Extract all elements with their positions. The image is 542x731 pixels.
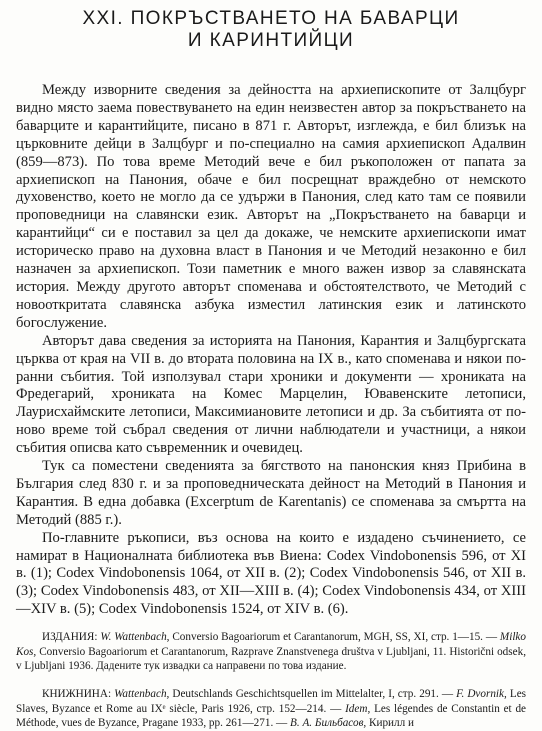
literature-author-2: F. Dvornik, [456,687,507,700]
chapter-title [16,8,526,52]
literature-author-4: В. А. Бильбасов, [290,717,367,730]
literature-note [16,687,526,731]
editions-label: ИЗДАНИЯ: [42,631,98,644]
literature-text-1: Deutschlands Geschichtsquellen im Mittelalter, I, стр. 291. — [172,687,454,700]
literature-author-3: Idem, [345,702,371,715]
paragraph-intro: Между изворните сведения за дейността на архиепископите от Залцбург видно място заема повествуването на един неизвестен автор за покръстването на баварците и карантийците, писано в 871 г. Авторът, изглежда, е бил близък на църковните дейци в Залцбург и по-специално на самия архиепископ Адалвин (859—873). По това време Методий вече е бил ръкоположен от папата за архиепископ на Панония, обаче е бил посрещнат враждебно от немското духовенство, което не могло да се удържи в Панония, след като там се появили проповедници на славянски език. Авторът на „Покръстването на баварци и карантийци“ си е поставил за цел да докаже, че немските архиепископи имат историческо право на духовна власт в Панония и че Методий незаконно е бил назначен за архиепископ. Този паметник е много важен извор за славянската история. Между другото авторът споменава и обстоятелството, че Методий с новооткритата славянска азбука изместил латинския език и латинското богослужение. [16,82,526,331]
paragraph-contents: Тук са поместени сведенията за бягството на панонския княз Прибина в България след 830 г. и за проповедническата дейност на Методий в Панония и Карантия. В една добавка (Excerptum de Karentanis) се споменава за смъртта на Методий (885 г.). [16,458,526,528]
literature-author-1: Wattenbach, [114,687,170,700]
literature-text-2: Les Slaves, Byzance et Rome au IXᵉ siècle, Paris 1926, стр. 152—214. — [16,687,527,715]
editions-text-1: Conversio Bagoariorum et Carantanorum, MGH, SS, XI, стр. 1—15. — [172,631,498,644]
paragraph-manuscripts: По-главните ръкописи, въз основа на които е издадено съчинението, се намират в Националната библиотека във Виена: Codex Vindobonensis 596, от XI в. (1); Codex Vindobonensis 1064, от XII в. (2); Codex Vindobonensis 546, от XII в. (3); Codex Vindobonensis 483, от XII—XIII в. (4); Codex Vindobonensis 434, от XIII—XIV в. (5); Codex Vindobonensis 1524, от XIV в. (6). [16,529,526,618]
editions-note [16,630,526,674]
editions-text-2: Conversio Bagoariorum et Carantanorum, Razprave Znanstvenega društva v Ljubljani, 11. Historični odsek, v Ljubljani 1936. Дадените тук извадки са направени по това издание. [16,645,526,673]
literature-text-4: Кирилл и [369,717,414,730]
editions-author-2: Milko Kos, [16,631,526,658]
chapter-title-line-1: XXI. ПОКРЪСТВАНЕТО НА БАВАРЦИ [82,8,460,29]
literature-label: КНИЖНИНА: [42,687,112,700]
paragraph-history: Авторът дава сведения за историята на Панония, Карантия и Залцбургската църква от края на VII в. до втората половина на IX в., като споменава и някои по-ранни събития. Той използувал стари хроники и документи — хрониката на Фредегарий, хрониката на Комес Марцелин, Ювавенските летописи, Лаурисхаймските летописи, Максимиановите летописи и др. За събитията от по-ново време той събрал сведения от лични наблюдатели и участници, а някои събития описва като съвременник и очевидец. [16,332,526,457]
literature-text-3: Les légendes de Constantin et de Méthode, vues de Byzance, Pragane 1933, pp. 261—271. — [16,702,527,730]
chapter-title-line-2: И КАРИНТИЙЦИ [187,30,355,51]
editions-author-1: W. Wattenbach, [100,631,170,644]
